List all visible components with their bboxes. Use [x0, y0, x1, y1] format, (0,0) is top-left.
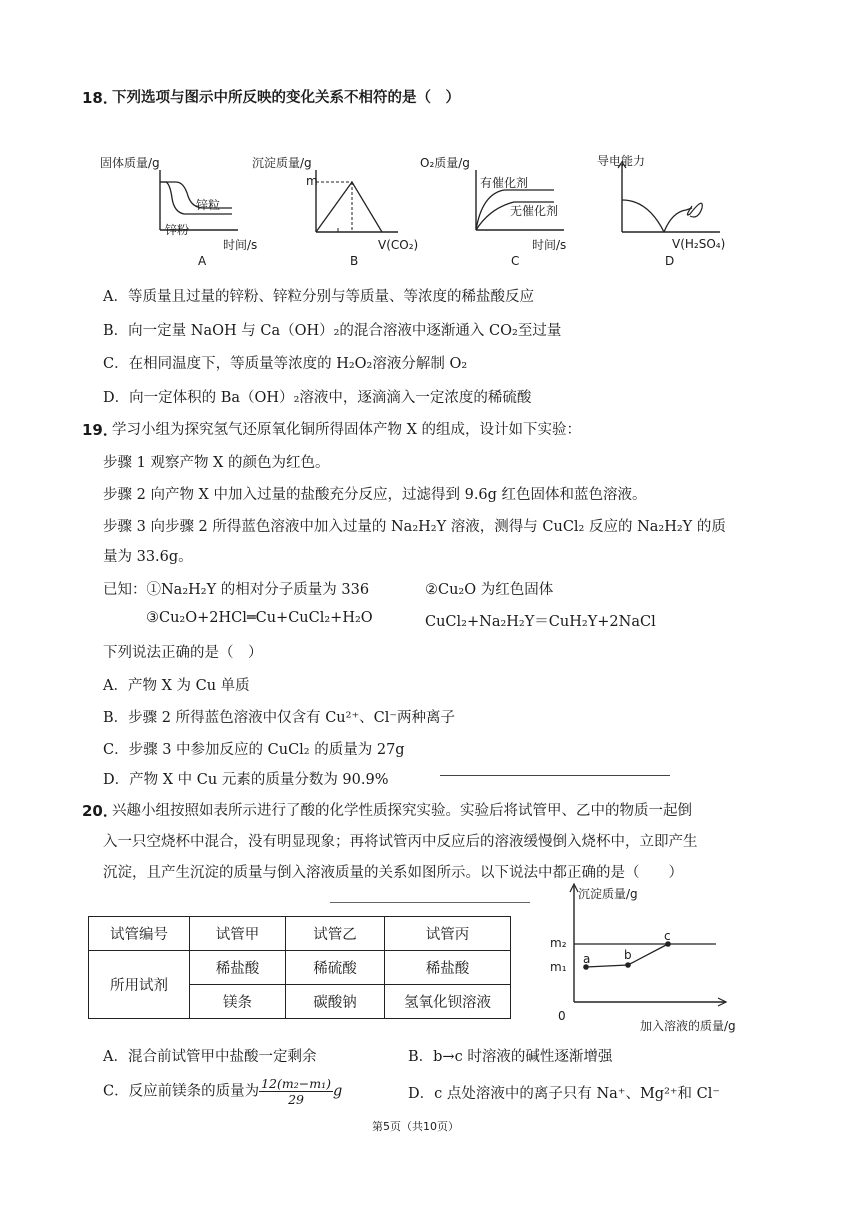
graph-b-xlabel: V(CO₂) — [378, 238, 419, 252]
q20-line2: 入一只空烧杯中混合，没有明显现象；再将试管丙中反应后的溶液缓慢倒入烧杯中，立即产生 — [103, 834, 698, 850]
reagent-table — [88, 916, 511, 1019]
graph-d-tag: D — [665, 254, 675, 268]
graph-c-xlabel: 时间/s — [532, 238, 567, 252]
q20-option-c-unit: g — [332, 1083, 343, 1100]
q20-line1: 兴趣小组按照如表所示进行了酸的化学性质探究实验。实验后将试管甲、乙中的物质一起倒 — [112, 803, 692, 819]
page-footer: 第5页（共10页） — [372, 1120, 459, 1133]
graph-a-tag: A — [198, 254, 207, 268]
fraction-numerator: 12(m₂−m₁) — [261, 1076, 331, 1091]
q19-stem: 学习小组为探究氢气还原氧化铜所得固体产物 X 的组成，设计如下实验： — [112, 422, 582, 438]
q19-known-2: ②Cu₂O 为红色固体 — [425, 582, 554, 598]
table-cell: 稀硫酸 — [286, 951, 385, 985]
graph-b-tag: B — [350, 254, 359, 268]
q20-option-c — [103, 1076, 342, 1107]
table-cell: 稀盐酸 — [190, 951, 286, 985]
q20-graph-ylabel: 沉淀质量/g — [578, 887, 638, 901]
q19-step1: 步骤 1 观察产物 X 的颜色为红色。 — [103, 455, 330, 471]
q20-option-b: B．b→c 时溶液的碱性逐渐增强 — [408, 1049, 613, 1065]
table-cell: 试管丙 — [385, 917, 511, 951]
q19-number: 19． — [82, 421, 118, 439]
graph-d-ylabel: 导电能力 — [597, 154, 646, 168]
q19-option-d: D．产物 X 中 Cu 元素的质量分数为 90.9% — [103, 772, 389, 788]
q20-option-c-text: C．反应前镁条的质量为 — [103, 1083, 260, 1100]
graph-d-xlabel: V(H₂SO₄) — [672, 237, 726, 251]
fraction-denominator: 29 — [288, 1092, 304, 1107]
stray-line-2 — [330, 902, 530, 903]
q20-option-c-fraction — [259, 1076, 333, 1107]
q20-number: 20． — [82, 802, 118, 820]
q20-option-a: A．混合前试管甲中盐酸一定剩余 — [103, 1049, 317, 1065]
q18-option-b: B．向一定量 NaOH 与 Ca（OH）₂的混合溶液中逐渐通入 CO₂至过量 — [103, 323, 562, 339]
q19-step3-line1: 步骤 3 向步骤 2 所得蓝色溶液中加入过量的 Na₂H₂Y 溶液，测得与 CuCl₂ 反应的 Na₂H₂Y 的质 — [103, 519, 726, 535]
q19-known-1: 已知：①Na₂H₂Y 的相对分子质量为 336 — [103, 582, 370, 598]
q18-option-d: D．向一定体积的 Ba（OH）₂溶液中，逐滴滴入一定浓度的稀硫酸 — [103, 390, 532, 406]
q20-graph-point-c: c — [664, 929, 671, 943]
graph-c-ylabel: O₂质量/g — [420, 156, 470, 170]
graph-c-tag: C — [511, 254, 520, 268]
graph-c-curve1: 有催化剂 — [480, 176, 529, 190]
q20-graph-point-b: b — [624, 948, 632, 962]
q19-option-a: A．产物 X 为 Cu 单质 — [103, 678, 250, 694]
q20-graph-m1: m₁ — [550, 960, 567, 974]
q19-step2: 步骤 2 向产物 X 中加入过量的盐酸充分反应，过滤得到 9.6g 红色固体和蓝色溶液。 — [103, 487, 647, 503]
q19-step3-line2: 量为 33.6g。 — [103, 549, 193, 565]
q20-line3: 沉淀，且产生沉淀的质量与倒入溶液质量的关系如图所示。以下说法中都正确的是（ ） — [103, 865, 683, 881]
q20-graph-point-a: a — [583, 952, 591, 966]
q19-option-c: C．步骤 3 中参加反应的 CuCl₂ 的质量为 27g — [103, 742, 405, 758]
q20-graph-xlabel: 加入溶液的质量/g — [640, 1019, 736, 1033]
table-row — [89, 917, 511, 951]
graph-a-curve1: 锌粒 — [196, 198, 221, 212]
table-cell: 所用试剂 — [89, 951, 190, 1019]
graph-a-ylabel: 固体质量/g — [100, 156, 160, 170]
q20-graph-m2: m₂ — [550, 936, 567, 950]
q19-prompt: 下列说法正确的是（ ） — [103, 645, 263, 661]
table-cell: 试管甲 — [190, 917, 286, 951]
table-cell: 试管编号 — [89, 917, 190, 951]
q20-graph-origin: 0 — [558, 1009, 566, 1023]
table-cell: 试管乙 — [286, 917, 385, 951]
q18-option-c: C．在相同温度下，等质量等浓度的 H₂O₂溶液分解制 O₂ — [103, 356, 468, 372]
q18-number: 18． — [82, 89, 118, 107]
stray-line — [440, 775, 670, 776]
q19-known-3: ③Cu₂O+2HCl═Cu+CuCl₂+H₂O — [146, 610, 373, 626]
table-cell: 稀盐酸 — [385, 951, 511, 985]
q18-option-a: A．等质量且过量的锌粉、锌粒分别与等质量、等浓度的稀盐酸反应 — [103, 289, 534, 305]
graph-c-curve2: 无催化剂 — [510, 204, 559, 218]
q19-known-4: CuCl₂+Na₂H₂Y＝CuH₂Y+2NaCl — [425, 614, 656, 630]
q19-option-b: B．步骤 2 所得蓝色溶液中仅含有 Cu²⁺、Cl⁻两种离子 — [103, 710, 455, 726]
graph-a-curve2: 锌粉 — [165, 223, 190, 237]
graph-b-ylabel: 沉淀质量/g — [252, 156, 312, 170]
graph-a-xlabel: 时间/s — [223, 238, 258, 252]
table-cell: 氢氧化钡溶液 — [385, 985, 511, 1019]
table-row — [89, 951, 511, 985]
graph-b-mark: m — [306, 174, 318, 188]
q20-option-d: D．c 点处溶液中的离子只有 Na⁺、Mg²⁺和 Cl⁻ — [408, 1086, 721, 1102]
table-cell: 镁条 — [190, 985, 286, 1019]
q18-stem: 下列选项与图示中所反映的变化关系不相符的是（ ） — [112, 89, 460, 106]
table-cell: 碳酸钠 — [286, 985, 385, 1019]
